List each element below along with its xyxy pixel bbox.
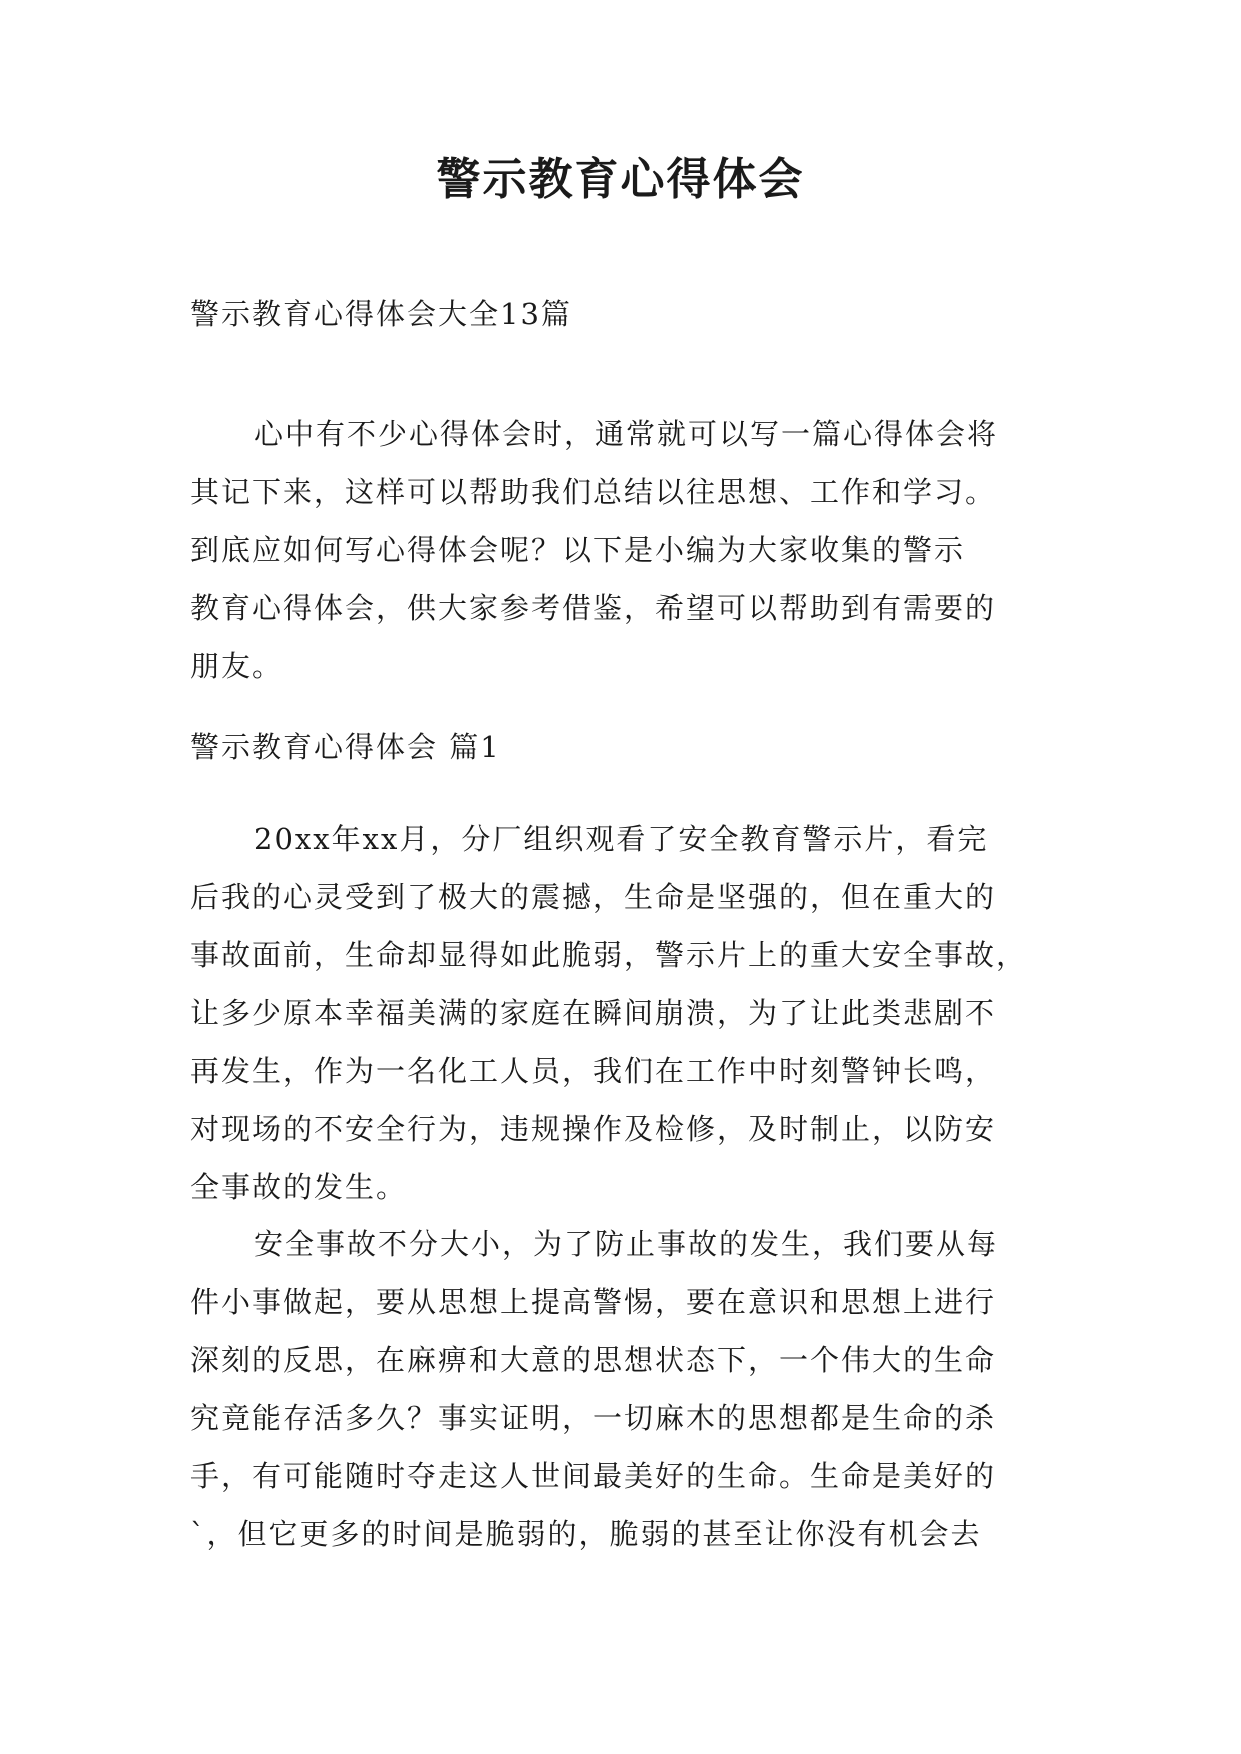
paragraph-line: 再发生，作为一名化工人员，我们在工作中时刻警钟长鸣， <box>190 1054 997 1088</box>
paragraph-line: 件小事做起，要从思想上提高警惕，要在意识和思想上进行 <box>190 1285 997 1319</box>
paragraph-line: 全事故的发生。 <box>190 1170 408 1204</box>
paragraph-line: 对现场的不安全行为，违规操作及检修，及时制止，以防安 <box>190 1112 997 1146</box>
paragraph-line: 让多少原本幸福美满的家庭在瞬间崩溃，为了让此类悲剧不 <box>190 996 997 1030</box>
body-paragraph-1 <box>190 810 1060 1216</box>
paragraph-line: 20xx年xx月，分厂组织观看了安全教育警示片，看完 <box>254 822 989 856</box>
paragraph-line: 教育心得体会，供大家参考借鉴，希望可以帮助到有需要的 <box>190 591 997 625</box>
section-heading: 警示教育心得体会 篇1 <box>190 730 501 764</box>
intro-paragraph <box>190 405 1060 695</box>
paragraph-line: 心中有不少心得体会时，通常就可以写一篇心得体会将 <box>254 417 999 451</box>
paragraph-line: 深刻的反思，在麻痹和大意的思想状态下，一个伟大的生命 <box>190 1343 997 1377</box>
paragraph-line: `，但它更多的时间是脆弱的，脆弱的甚至让你没有机会去 <box>190 1517 982 1551</box>
document-subtitle: 警示教育心得体会大全13篇 <box>190 297 572 331</box>
document-title: 警示教育心得体会 <box>436 154 805 205</box>
paragraph-line: 到底应如何写心得体会呢？以下是小编为大家收集的警示 <box>190 533 966 567</box>
paragraph-line: 朋友。 <box>190 649 284 683</box>
paragraph-line: 手，有可能随时夺走这人世间最美好的生命。生命是美好的 <box>190 1459 997 1493</box>
paragraph-line: 事故面前，生命却显得如此脆弱，警示片上的重大安全事故， <box>190 938 1028 972</box>
paragraph-line: 安全事故不分大小，为了防止事故的发生，我们要从每 <box>254 1227 999 1261</box>
paragraph-line: 后我的心灵受到了极大的震撼，生命是坚强的，但在重大的 <box>190 880 997 914</box>
paragraph-line: 其记下来，这样可以帮助我们总结以往思想、工作和学习。 <box>190 475 997 509</box>
paragraph-line: 究竟能存活多久？事实证明，一切麻木的思想都是生命的杀 <box>190 1401 997 1435</box>
body-paragraph-2 <box>190 1215 1060 1563</box>
